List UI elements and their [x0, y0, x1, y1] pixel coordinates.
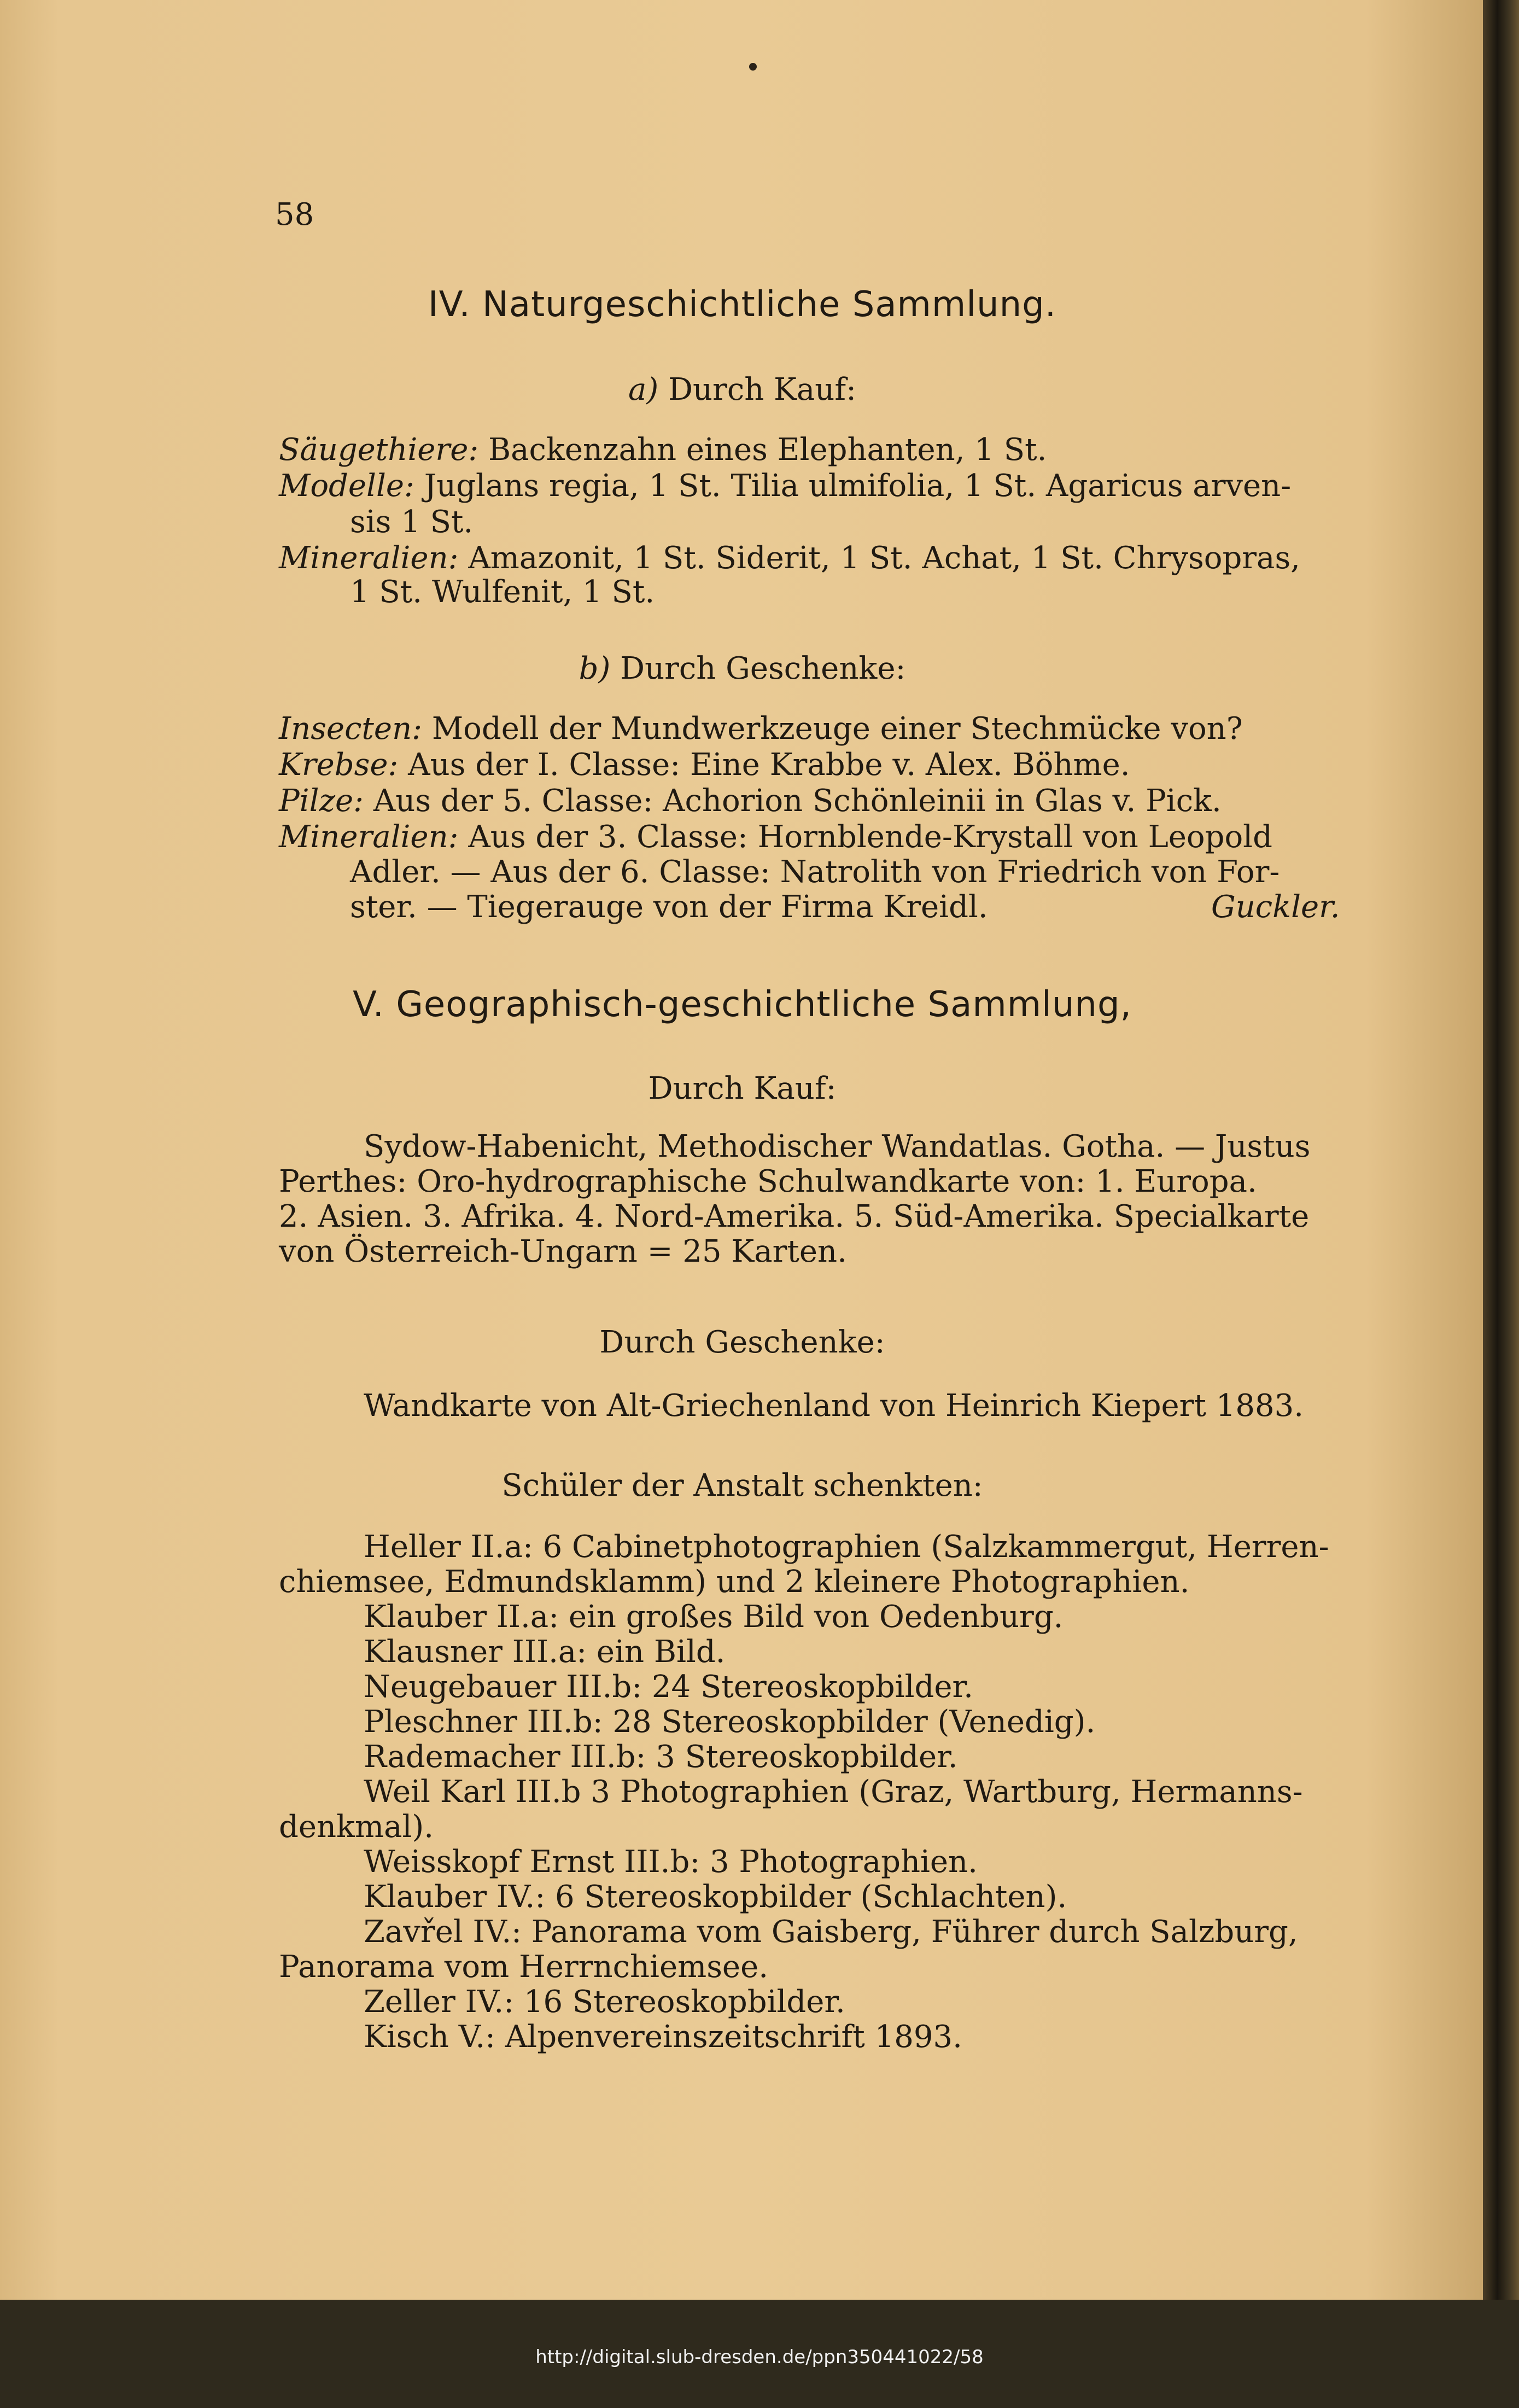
- geschenk-entry: [279, 819, 1272, 855]
- kauf-text-line: von Österreich-Ungarn = 25 Karten.: [279, 1234, 847, 1269]
- geschenk-entry: [279, 783, 1222, 819]
- kauf-entry-continuation: 1 St. Wulfenit, 1 St.: [350, 574, 655, 610]
- section-v-title: V. Geographisch-geschichtliche Sammlung,: [353, 984, 1132, 1025]
- schueler-line: denkmal).: [279, 1809, 434, 1845]
- schueler-line: Pleschner III.b: 28 Stereoskopbilder (Venedig).: [364, 1704, 1096, 1740]
- geschenk-text: Aus der 5. Classe: Achorion Schönleinii in Glas v. Pick.: [373, 783, 1222, 819]
- geschenk-text: Aus der I. Classe: Eine Krabbe v. Alex. Böhme.: [408, 747, 1130, 783]
- schueler-line: Zavřel IV.: Panorama vom Gaisberg, Führer durch Salzburg,: [364, 1914, 1298, 1950]
- kauf-text: Amazonit, 1 St. Siderit, 1 St. Achat, 1 St. Chrysopras,: [468, 540, 1300, 576]
- kauf-text-line: 2. Asien. 3. Afrika. 4. Nord-Amerika. 5. Süd-Amerika. Specialkarte: [279, 1199, 1310, 1234]
- geschenk-text: Aus der 3. Classe: Hornblende-Krystall von Leopold: [468, 819, 1272, 855]
- kauf-text-line: Sydow-Habenicht, Methodischer Wandatlas. Gotha. — Justus: [364, 1129, 1311, 1164]
- geschenk-label: Krebse:: [279, 747, 399, 783]
- schueler-line: Rademacher III.b: 3 Stereoskopbilder.: [364, 1739, 958, 1775]
- ink-dot: [749, 63, 757, 71]
- signature: Guckler.: [1211, 889, 1340, 925]
- section-iv-title: IV. Naturgeschichtliche Sammlung.: [428, 284, 1057, 325]
- schueler-heading: Schüler der Anstalt schenkten:: [501, 1468, 983, 1503]
- geschenk-label: Mineralien:: [279, 819, 459, 855]
- kauf-label: Modelle:: [279, 468, 414, 504]
- geschenk-entry: [279, 711, 1243, 747]
- kauf-entry: [279, 468, 1291, 504]
- geschenk-entry-continuation: Adler. — Aus der 6. Classe: Natrolith von Friedrich von For-: [350, 854, 1280, 890]
- sub-a-marker: a): [628, 372, 659, 407]
- kauf-text: Juglans regia, 1 St. Tilia ulmifolia, 1 St. Agaricus arven-: [424, 468, 1292, 504]
- page-number: 58: [275, 197, 314, 232]
- source-url[interactable]: http://digital.slub-dresden.de/ppn350441022/58: [535, 2346, 984, 2368]
- schueler-line: Zeller IV.: 16 Stereoskopbilder.: [364, 1984, 845, 2020]
- geschenk-label: Insecten:: [279, 711, 423, 747]
- section-v-kauf-heading: Durch Kauf:: [648, 1071, 837, 1106]
- schueler-line: Weisskopf Ernst III.b: 3 Photographien.: [364, 1844, 978, 1880]
- kauf-entry-continuation: sis 1 St.: [350, 504, 474, 540]
- kauf-text: Backenzahn eines Elephanten, 1 St.: [488, 432, 1047, 468]
- schueler-line: Weil Karl III.b 3 Photographien (Graz, Wartburg, Hermanns-: [364, 1774, 1303, 1810]
- schueler-line: Panorama vom Herrnchiemsee.: [279, 1949, 769, 1985]
- schueler-line: Neugebauer III.b: 24 Stereoskopbilder.: [364, 1669, 973, 1705]
- sub-b-marker: b): [579, 651, 611, 686]
- geschenk-entry: [279, 747, 1130, 783]
- schueler-line: Kisch V.: Alpenvereinszeitschrift 1893.: [364, 2019, 962, 2055]
- schueler-line: Heller II.a: 6 Cabinetphotographien (Salzkammergut, Herren-: [364, 1529, 1329, 1565]
- section-v-geschenk-heading: Durch Geschenke:: [599, 1325, 885, 1360]
- schueler-line: Klausner III.a: ein Bild.: [364, 1634, 726, 1670]
- geschenk-line: Wandkarte von Alt-Griechenland von Heinrich Kiepert 1883.: [364, 1388, 1304, 1424]
- schueler-line: chiemsee, Edmundsklamm) und 2 kleinere Photographien.: [279, 1564, 1190, 1600]
- section-iv-sub-b: [0, 651, 1485, 686]
- kauf-text-line: Perthes: Oro-hydrographische Schulwandkarte von: 1. Europa.: [279, 1164, 1257, 1199]
- geschenk-entry-continuation: ster. — Tiegerauge von der Firma Kreidl.: [350, 889, 988, 925]
- sub-b-text: Durch Geschenke:: [620, 651, 906, 686]
- kauf-entry: [279, 432, 1047, 468]
- schueler-line: Klauber IV.: 6 Stereoskopbilder (Schlachten).: [364, 1879, 1067, 1915]
- schueler-line: Klauber II.a: ein großes Bild von Oedenburg.: [364, 1599, 1064, 1635]
- kauf-label: Säugethiere:: [279, 432, 479, 468]
- geschenk-label: Pilze:: [279, 783, 364, 819]
- kauf-label: Mineralien:: [279, 540, 459, 576]
- section-iv-sub-a: [0, 372, 1485, 407]
- book-spine: [1483, 0, 1519, 2408]
- kauf-entry: [279, 540, 1300, 576]
- sub-a-text: Durch Kauf:: [668, 372, 856, 407]
- geschenk-text: Modell der Mundwerkzeuge einer Stechmücke von?: [431, 711, 1243, 747]
